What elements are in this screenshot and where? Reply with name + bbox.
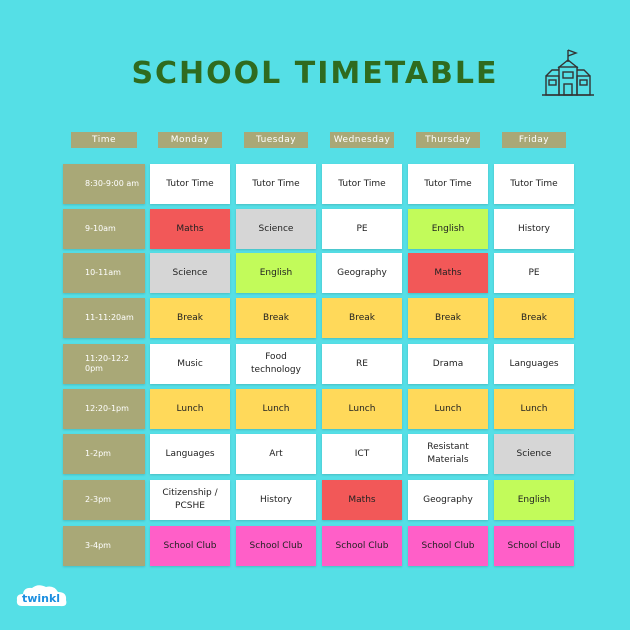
lesson-cell: PE — [322, 209, 402, 249]
lesson-cell: Break — [236, 298, 316, 338]
column-header-wednesday: Wednesday — [330, 132, 394, 148]
lesson-cell: Break — [494, 298, 574, 338]
lesson-cell: Break — [408, 298, 488, 338]
lesson-cell: Science — [494, 434, 574, 474]
lesson-cell: School Club — [236, 526, 316, 566]
lesson-cell: PE — [494, 253, 574, 293]
time-slot: 2-3pm — [63, 480, 145, 520]
lesson-cell: History — [236, 480, 316, 520]
time-slot: 3-4pm — [63, 526, 145, 566]
lesson-cell: English — [236, 253, 316, 293]
lesson-cell: Drama — [408, 344, 488, 384]
lesson-cell: Tutor Time — [236, 164, 316, 204]
column-header-monday: Monday — [158, 132, 222, 148]
lesson-cell: Geography — [408, 480, 488, 520]
lesson-cell: Food technology — [236, 344, 316, 384]
time-slot: 8:30-9:00 am — [63, 164, 145, 204]
page-title: SCHOOL TIMETABLE — [131, 56, 499, 91]
lesson-cell: Maths — [322, 480, 402, 520]
time-slot: 1-2pm — [63, 434, 145, 474]
lesson-cell: School Club — [408, 526, 488, 566]
lesson-cell: English — [494, 480, 574, 520]
lesson-cell: Maths — [150, 209, 230, 249]
lesson-cell: Tutor Time — [322, 164, 402, 204]
lesson-cell: RE — [322, 344, 402, 384]
lesson-cell: Break — [150, 298, 230, 338]
lesson-cell: Tutor Time — [150, 164, 230, 204]
twinkl-logo — [14, 582, 70, 612]
lesson-cell: Citizenship / PCSHE — [150, 480, 230, 520]
lesson-cell: Geography — [322, 253, 402, 293]
lesson-cell: Tutor Time — [494, 164, 574, 204]
lesson-cell: Lunch — [150, 389, 230, 429]
lesson-cell: History — [494, 209, 574, 249]
lesson-cell: Lunch — [322, 389, 402, 429]
column-header-thursday: Thursday — [416, 132, 480, 148]
column-header-time: Time — [71, 132, 137, 148]
time-slot: 10-11am — [63, 253, 145, 293]
lesson-cell: School Club — [150, 526, 230, 566]
lesson-cell: Resistant Materials — [408, 434, 488, 474]
lesson-cell: School Club — [494, 526, 574, 566]
time-slot: 9-10am — [63, 209, 145, 249]
lesson-cell: Tutor Time — [408, 164, 488, 204]
time-slot: 11:20-12:2 0pm — [63, 344, 145, 384]
lesson-cell: Languages — [494, 344, 574, 384]
time-slot: 11-11:20am — [63, 298, 145, 338]
column-header-tuesday: Tuesday — [244, 132, 308, 148]
lesson-cell: Science — [236, 209, 316, 249]
lesson-cell: Art — [236, 434, 316, 474]
lesson-cell: Music — [150, 344, 230, 384]
school-building-icon — [540, 46, 596, 102]
lesson-cell: English — [408, 209, 488, 249]
lesson-cell: Lunch — [236, 389, 316, 429]
lesson-cell: Science — [150, 253, 230, 293]
lesson-cell: ICT — [322, 434, 402, 474]
logo-text: twinkl — [21, 592, 61, 605]
lesson-cell: Languages — [150, 434, 230, 474]
lesson-cell: Lunch — [494, 389, 574, 429]
lesson-cell: Lunch — [408, 389, 488, 429]
lesson-cell: Maths — [408, 253, 488, 293]
column-header-friday: Friday — [502, 132, 566, 148]
lesson-cell: Break — [322, 298, 402, 338]
lesson-cell: School Club — [322, 526, 402, 566]
time-slot: 12:20-1pm — [63, 389, 145, 429]
